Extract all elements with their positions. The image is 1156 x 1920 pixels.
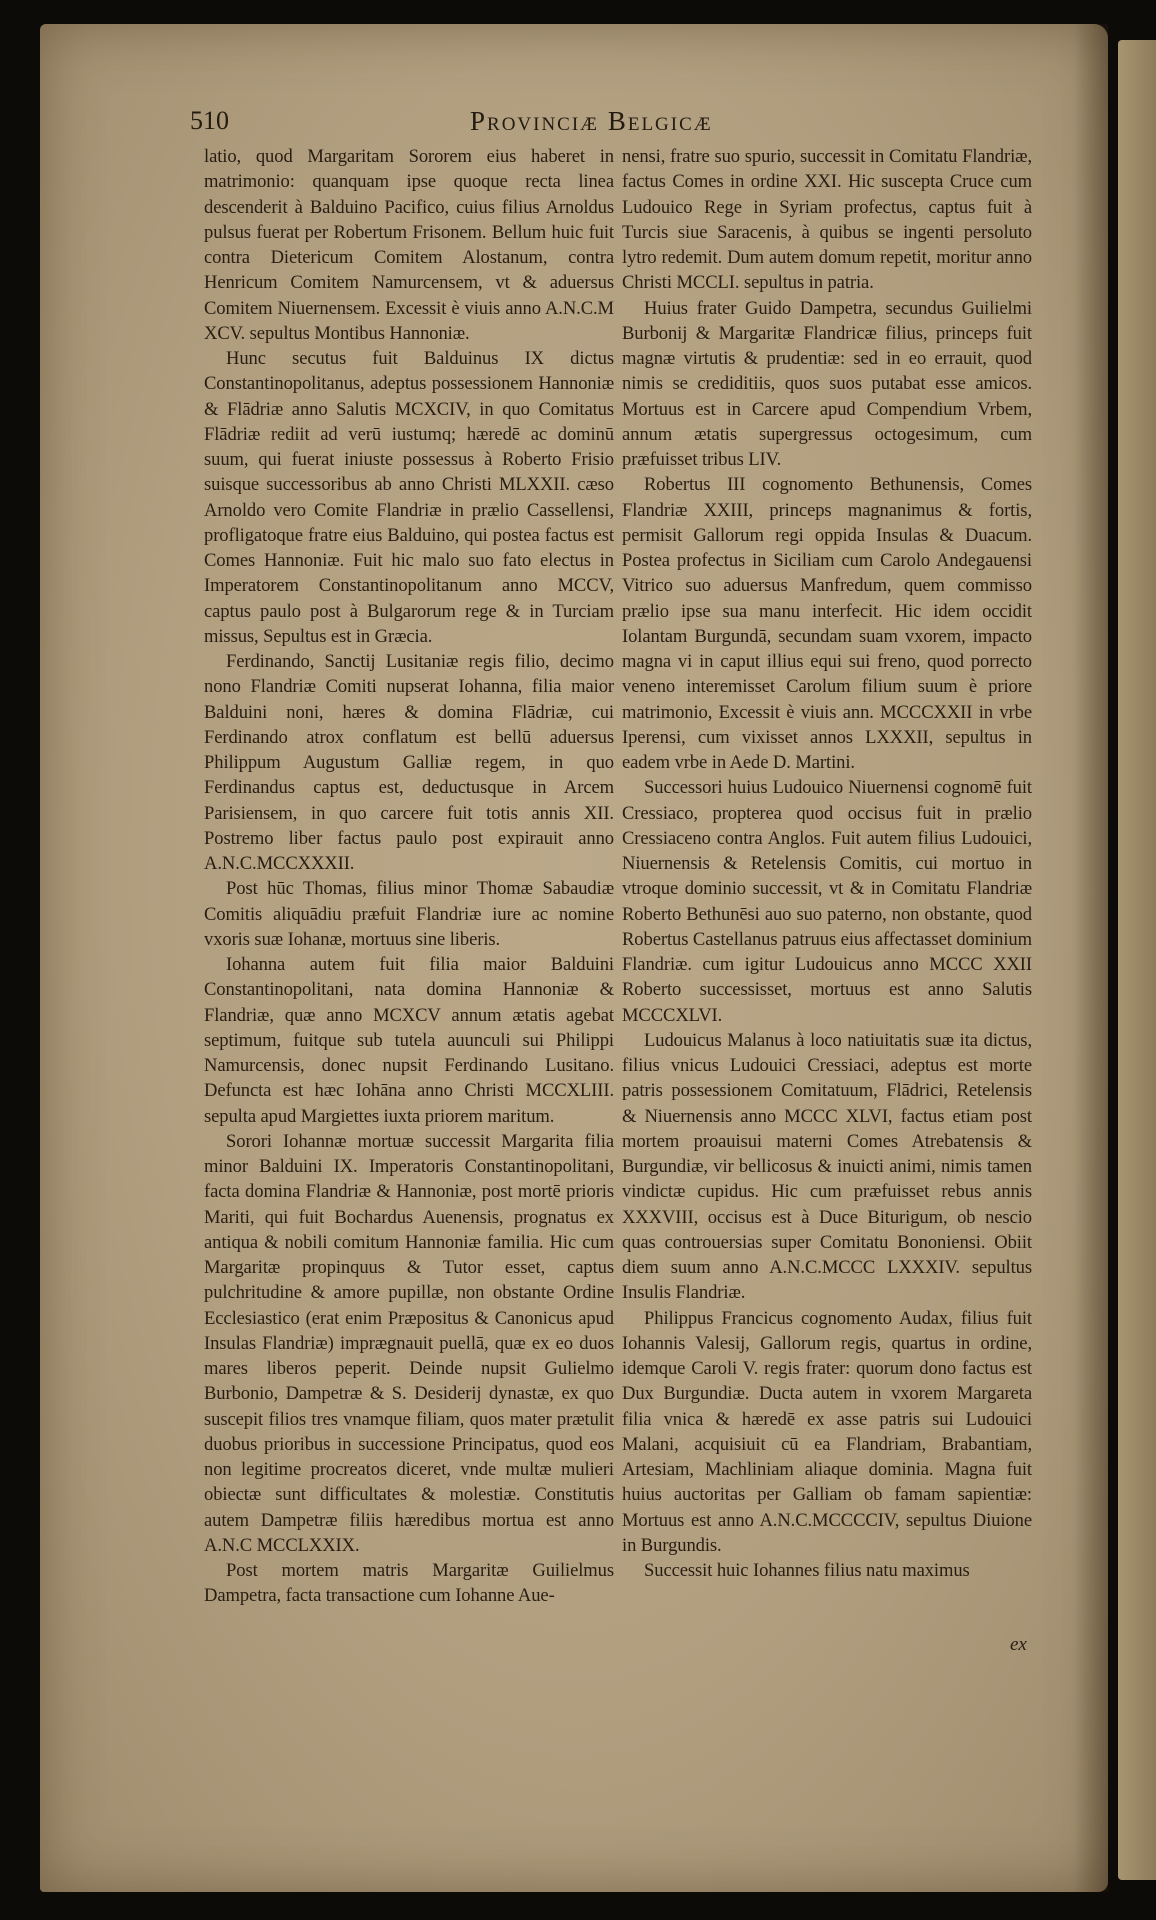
paragraph: Iohanna autem fuit filia maior Balduini Constantinopolitani, nata domina Hannoniæ & Flandriæ, quæ anno MCXCV annum ætatis agebat septimum, fuitque sub tutela auunculi sui Philippi Namurcensis, donec nupsit Ferdinando Lusitano. Defuncta est hæc Iohāna anno Christi MCCXLIII. sepulta apud Margiettes iuxta priorem maritum. bbox=[204, 954, 614, 1127]
paragraph: Post mortem matris Margaritæ Guilielmus Dampetra, facta transactione cum Iohanne Aue- bbox=[204, 1560, 614, 1607]
page-edge-shadow bbox=[1074, 24, 1108, 1892]
paragraph: Successit huic Iohannes filius natu maximus bbox=[644, 1560, 970, 1581]
catchword: ex bbox=[1010, 1634, 1027, 1655]
paragraph: Sorori Iohannæ mortuæ successit Margarita filia minor Balduini IX. Imperatoris Constantinopolitani, facta domina Flandriæ & Hannoniæ, post mortē prioris Mariti, qui fuit Bochardus Auenensis, prognatus ex antiqua & nobili comitum Hannoniæ familia. Hic cum Margaritæ propinquus & Tutor esset, captus pulchritudine & amore pupillæ, non obstante Ordine Ecclesiastico (erat enim Præpositus & Canonicus apud Insulas Flandriæ) imprægnauit puellā, quæ ex eo duos mares liberos peperit. Deinde nupsit Gulielmo Burbonio, Dampetræ & S. Desiderij dynastæ, ex quo suscepit filios tres vnamque filiam, quos mater prætulit duobus prioribus in successione Principatus, quod eos non legitime procreatos diceret, vnde multæ mulieri obiectæ sunt difficultates & molestiæ. Constitutis autem Dampetræ filiis hæredibus mortua est anno A.N.C MCCLXXIX. bbox=[204, 1130, 614, 1556]
right-column bbox=[622, 144, 1032, 1583]
running-head bbox=[190, 100, 1040, 140]
paragraph: Huius frater Guido Dampetra, secundus Guilielmi Burbonij & Margaritæ Flandricæ filius, princeps fuit magnæ virtutis & prudentiæ: sed in eo errauit, quod nimis se crediditiis, quos suos putabat esse amicos. Mortuus est in Carcere apud Compendium Vrbem, annum ætatis supergressus octogesimum, cum præfuisset tribus LIV. bbox=[622, 297, 1032, 470]
paragraph: Ferdinando, Sanctij Lusitaniæ regis filio, decimo nono Flandriæ Comiti nupserat Iohanna, filia maior Balduini noni, hæres & domina Flādriæ, cui Ferdinando atrox conflatum est bellū aduersus Philippum Augustum Galliæ regem, in quo Ferdinandus captus est, deductusque in Arcem Parisiensem, in quo carcere fuit totis annis XII. Postremo liber factus paulo post expirauit anno A.N.C.MCCXXXII. bbox=[204, 651, 614, 874]
paragraph: Hunc secutus fuit Balduinus IX dictus Constantinopolitanus, adeptus possessionem Hannoniæ & Flādriæ anno Salutis MCXCIV, in quo Comitatus Flādriæ rediit ad verū iustumq; hæredē ac dominū suum, qui fuerat iniuste possessus à Roberto Frisio suisque successoribus ab anno Christi MLXXII. cæso Arnoldo vero Comite Flandriæ in prælio Cassellensi, profligatoque fratre eius Balduino, qui postea factus est Comes Hannoniæ. Fuit hic malo suo fato electus in Imperatorem Constantinopolitanum anno MCCV, captus paulo post à Bulgarorum rege & in Turciam missus, Sepultus est in Græcia. bbox=[204, 348, 614, 647]
running-title: Provinciæ Belgicæ bbox=[470, 106, 713, 136]
facing-page-edge bbox=[1118, 40, 1156, 1880]
paragraph: Robertus III cognomento Bethunensis, Comes Flandriæ XXIII, princeps magnanimus & fortis, permisit Gallorum regi oppida Insulas & Duacum. Postea profectus in Siciliam cum Carolo Andegauensi Vitrico suo aduersus Manfredum, quem commisso prælio ipse sua manu interfecit. Hic idem occidit Iolantam Burgundā, secundam suam vxorem, impacto magna vi in caput illius equi sui freno, quod porrecto veneno interemisset Carolum filium suum è priore matrimonio, Excessit è viuis ann. MCCCXXII in vrbe Iperensi, cum vixisset annos LXXXII, sepultus in eadem vrbe in Aede D. Martini. bbox=[622, 474, 1032, 773]
paragraph: Post hūc Thomas, filius minor Thomæ Sabaudiæ Comitis aliquādiu præfuit Flandriæ iure ac nomine vxoris suæ Iohanæ, mortuus sine liberis. bbox=[204, 878, 614, 950]
paragraph: Philippus Francicus cognomento Audax, filius fuit Iohannis Valesij, Gallorum regis, quartus in ordine, idemque Caroli V. regis frater: quorum dono factus est Dux Burgundiæ. Ducta autem in vxorem Margareta filia vnica & hæredē ex asse patris sui Ludouici Malani, acquisiuit cū ea Flandriam, Brabantiam, Artesiam, Machliniam aliaque dominia. Magna fuit huius auctoritas per Galliam ob famam sapientiæ: Mortuus est anno A.N.C.MCCCCIV, sepultus Diuione in Burgundis. bbox=[622, 1307, 1032, 1556]
page-number: 510 bbox=[190, 106, 229, 135]
paragraph: latio, quod Margaritam Sororem eius haberet in matrimonio: quanquam ipse quoque recta linea descenderit à Balduino Pacifico, cuius filius Arnoldus pulsus fuerat per Robertum Frisonem. Bellum huic fuit contra Dietericum Comitem Alostanum, contra Henricum Comitem Namurcensem, vt & aduersus Comitem Niuernensem. Excessit è viuis anno A.N.C.M XCV. sepultus Montibus Hannoniæ. bbox=[204, 146, 614, 344]
paragraph: Ludouicus Malanus à loco natiuitatis suæ ita dictus, filius vnicus Ludouici Cressiaci, adeptus est morte patris possessionem Comitatuum, Flādrici, Retelensis & Niuernensis anno MCCC XLVI, factus etiam post mortem proauisui materni Comes Atrebatensis & Burgundiæ, vir bellicosus & inuicti animi, nimis tamen vindictæ cupidus. Hic cum præfuisset rebus annis XXXVIII, occisus est à Duce Biturigum, ob nescio quas controuersias super Comitatu Bononiensi. Obiit diem suum anno A.N.C.MCCC LXXXIV. sepultus Insulis Flandriæ. bbox=[622, 1029, 1032, 1304]
paragraph: nensi, fratre suo spurio, successit in Comitatu Flandriæ, factus Comes in ordine XXI. Hic suscepta Cruce cum Ludouico Rege in Syriam profectus, captus fuit à Turcis siue Saracenis, à quibus se ingenti persoluto lytro redemit. Dum autem domum repetit, moritur anno Christi MCCLI. sepultus in patria. bbox=[622, 146, 1032, 294]
paragraph: Successori huius Ludouico Niuernensi cognomē fuit Cressiaco, propterea quod occisus fuit in prælio Cressiaceno contra Anglos. Fuit autem filius Ludouici, Niuernensis & Retelensis Comitis, cui mortuo in vtroque dominio successit, vt & in Comitatu Flandriæ Roberto Bethunēsi auo suo paterno, non obstante, quod Robertus Castellanus patruus eius affectasset dominium Flandriæ. cum igitur Ludouicus anno MCCC XXII Roberto successisset, mortuus est anno Salutis MCCCXLVI. bbox=[622, 777, 1032, 1026]
left-column bbox=[204, 144, 614, 1609]
